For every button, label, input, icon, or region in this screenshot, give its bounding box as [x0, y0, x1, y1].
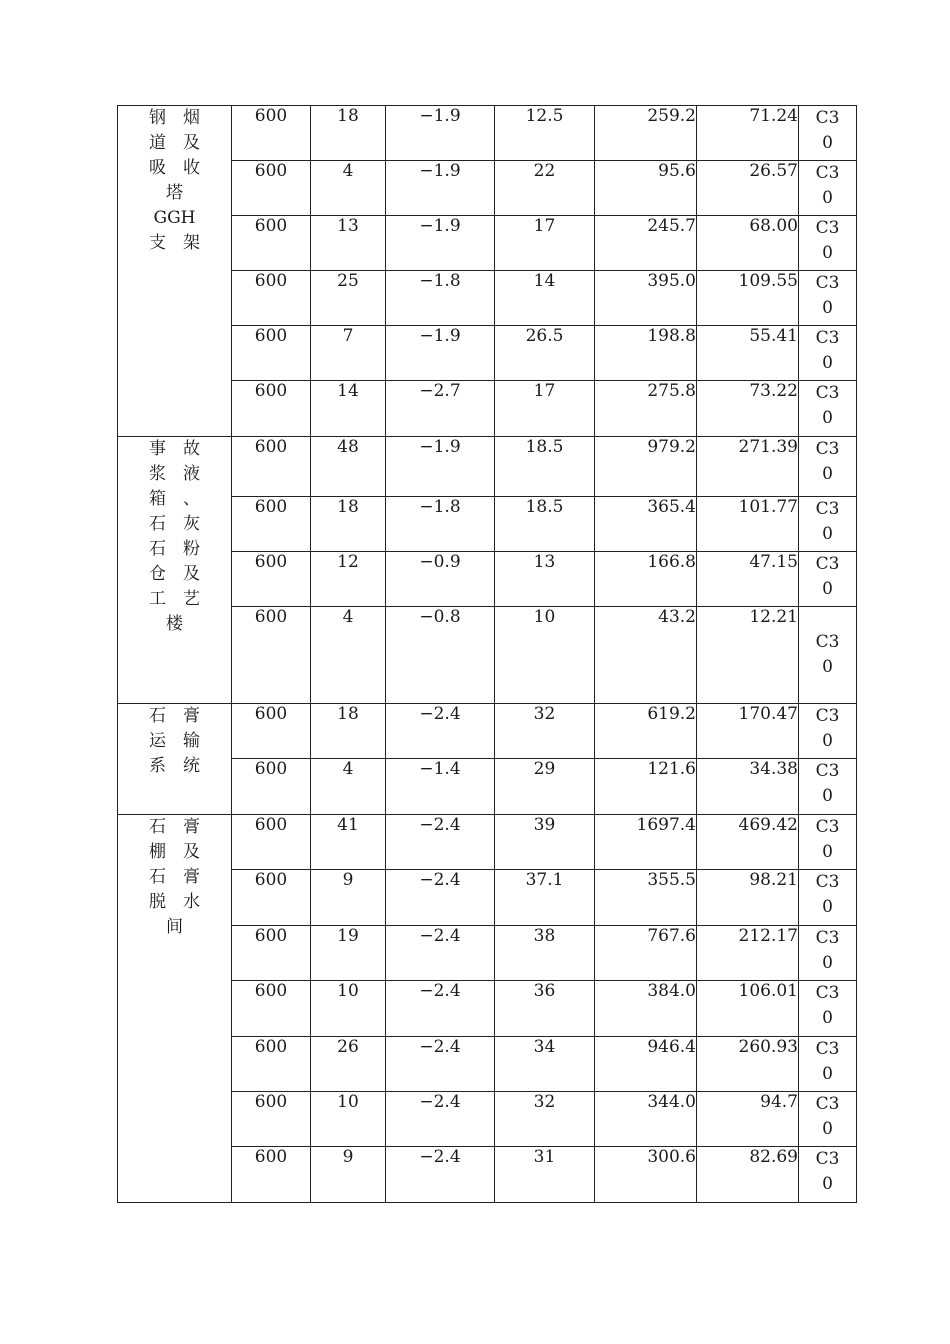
- col-volume: 946.4: [595, 1037, 697, 1092]
- grade-line: 0: [822, 188, 833, 208]
- col-quantity: 212.17: [697, 926, 799, 981]
- col-volume: 300.6: [595, 1147, 697, 1203]
- col-width: 600: [232, 271, 311, 326]
- col-concrete-grade: [799, 381, 857, 437]
- table-row: [118, 437, 857, 497]
- group-label: [118, 437, 232, 704]
- col-concrete-grade: [799, 1147, 857, 1203]
- group-label-line: 系 统: [149, 756, 200, 776]
- grade-line: C3: [815, 273, 840, 293]
- col-depth: 29: [495, 759, 595, 815]
- col-width: 600: [232, 437, 311, 497]
- col-concrete-grade: [799, 815, 857, 870]
- col-width: 600: [232, 815, 311, 870]
- col-depth: 26.5: [495, 326, 595, 381]
- col-quantity: 101.77: [697, 497, 799, 552]
- col-volume: 166.8: [595, 552, 697, 607]
- group-label-line: 石 膏: [149, 817, 200, 837]
- grade-line: C3: [815, 1039, 840, 1059]
- col-elevation: −1.8: [386, 497, 495, 552]
- col-concrete-grade: [799, 759, 857, 815]
- col-concrete-grade: [799, 552, 857, 607]
- group-label-line: 仓 及: [149, 564, 200, 584]
- col-count: 19: [311, 926, 386, 981]
- group-label: [118, 704, 232, 815]
- col-depth: 12.5: [495, 106, 595, 161]
- col-quantity: 82.69: [697, 1147, 799, 1203]
- col-count: 12: [311, 552, 386, 607]
- col-concrete-grade: [799, 981, 857, 1037]
- grade-line: 0: [822, 1174, 833, 1194]
- col-elevation: −2.4: [386, 815, 495, 870]
- grade-line: C3: [815, 499, 840, 519]
- col-concrete-grade: [799, 497, 857, 552]
- col-depth: 13: [495, 552, 595, 607]
- col-depth: 32: [495, 704, 595, 759]
- grade-line: 0: [822, 408, 833, 428]
- col-quantity: 73.22: [697, 381, 799, 437]
- foundation-table: [117, 105, 857, 1203]
- group-label-line: 石 膏: [149, 867, 200, 887]
- col-volume: 355.5: [595, 870, 697, 926]
- group-label-line: 间: [166, 917, 183, 937]
- col-elevation: −1.9: [386, 161, 495, 216]
- col-quantity: 26.57: [697, 161, 799, 216]
- col-volume: 245.7: [595, 216, 697, 271]
- col-volume: 767.6: [595, 926, 697, 981]
- col-count: 10: [311, 981, 386, 1037]
- grade-line: C3: [815, 163, 840, 183]
- grade-line: C3: [815, 1094, 840, 1114]
- group-label-line: 吸 收: [149, 158, 200, 178]
- col-width: 600: [232, 607, 311, 704]
- col-quantity: 68.00: [697, 216, 799, 271]
- col-width: 600: [232, 981, 311, 1037]
- col-depth: 32: [495, 1092, 595, 1147]
- col-volume: 344.0: [595, 1092, 697, 1147]
- col-count: 10: [311, 1092, 386, 1147]
- col-volume: 979.2: [595, 437, 697, 497]
- col-concrete-grade: [799, 271, 857, 326]
- group-label-line: 塔: [166, 183, 183, 203]
- group-label-line: 事 故: [149, 439, 200, 459]
- col-depth: 14: [495, 271, 595, 326]
- col-count: 4: [311, 161, 386, 216]
- col-count: 7: [311, 326, 386, 381]
- col-width: 600: [232, 326, 311, 381]
- col-volume: 365.4: [595, 497, 697, 552]
- col-count: 26: [311, 1037, 386, 1092]
- table-row: [118, 106, 857, 161]
- col-elevation: −1.9: [386, 326, 495, 381]
- col-volume: 198.8: [595, 326, 697, 381]
- grade-line: 0: [822, 524, 833, 544]
- col-depth: 10: [495, 607, 595, 704]
- col-count: 25: [311, 271, 386, 326]
- grade-line: 0: [822, 243, 833, 263]
- col-elevation: −2.4: [386, 1147, 495, 1203]
- col-depth: 22: [495, 161, 595, 216]
- grade-line: C3: [815, 706, 840, 726]
- grade-line: 0: [822, 298, 833, 318]
- col-count: 18: [311, 106, 386, 161]
- grade-line: C3: [815, 554, 840, 574]
- col-volume: 95.6: [595, 161, 697, 216]
- col-volume: 395.0: [595, 271, 697, 326]
- col-depth: 34: [495, 1037, 595, 1092]
- col-depth: 18.5: [495, 497, 595, 552]
- col-elevation: −2.7: [386, 381, 495, 437]
- col-volume: 1697.4: [595, 815, 697, 870]
- col-elevation: −2.4: [386, 870, 495, 926]
- col-concrete-grade: [799, 437, 857, 497]
- col-volume: 619.2: [595, 704, 697, 759]
- grade-line: C3: [815, 328, 840, 348]
- grade-line: C3: [815, 439, 840, 459]
- col-concrete-grade: [799, 607, 857, 704]
- grade-line: C3: [815, 761, 840, 781]
- col-count: 14: [311, 381, 386, 437]
- group-label-line: 棚 及: [149, 842, 200, 862]
- col-volume: 275.8: [595, 381, 697, 437]
- col-elevation: −1.8: [386, 271, 495, 326]
- group-label: [118, 815, 232, 1203]
- col-elevation: −1.9: [386, 216, 495, 271]
- col-elevation: −2.4: [386, 704, 495, 759]
- col-width: 600: [232, 1147, 311, 1203]
- col-concrete-grade: [799, 1037, 857, 1092]
- grade-line: 0: [822, 1064, 833, 1084]
- col-concrete-grade: [799, 326, 857, 381]
- col-count: 9: [311, 1147, 386, 1203]
- group-label-line: 道 及: [149, 133, 200, 153]
- col-elevation: −1.9: [386, 106, 495, 161]
- col-quantity: 34.38: [697, 759, 799, 815]
- group-label-line: 楼: [166, 614, 183, 634]
- table-row: [118, 815, 857, 870]
- col-width: 600: [232, 1092, 311, 1147]
- col-volume: 121.6: [595, 759, 697, 815]
- col-quantity: 71.24: [697, 106, 799, 161]
- grade-line: 0: [822, 1008, 833, 1028]
- col-concrete-grade: [799, 926, 857, 981]
- col-depth: 38: [495, 926, 595, 981]
- col-depth: 37.1: [495, 870, 595, 926]
- col-count: 13: [311, 216, 386, 271]
- group-label-line: 石 灰: [149, 514, 200, 534]
- col-concrete-grade: [799, 106, 857, 161]
- grade-line: 0: [822, 657, 833, 677]
- col-quantity: 12.21: [697, 607, 799, 704]
- grade-line: 0: [822, 953, 833, 973]
- grade-line: C3: [815, 817, 840, 837]
- grade-line: C3: [815, 632, 840, 652]
- grade-line: C3: [815, 108, 840, 128]
- col-volume: 259.2: [595, 106, 697, 161]
- col-elevation: −0.9: [386, 552, 495, 607]
- table-row: [118, 704, 857, 759]
- col-count: 41: [311, 815, 386, 870]
- col-quantity: 94.7: [697, 1092, 799, 1147]
- group-label-line: 石 粉: [149, 539, 200, 559]
- col-width: 600: [232, 216, 311, 271]
- col-elevation: −2.4: [386, 981, 495, 1037]
- grade-line: 0: [822, 731, 833, 751]
- col-concrete-grade: [799, 704, 857, 759]
- col-elevation: −0.8: [386, 607, 495, 704]
- col-quantity: 170.47: [697, 704, 799, 759]
- col-quantity: 55.41: [697, 326, 799, 381]
- grade-line: 0: [822, 579, 833, 599]
- grade-line: 0: [822, 786, 833, 806]
- col-quantity: 98.21: [697, 870, 799, 926]
- col-quantity: 47.15: [697, 552, 799, 607]
- col-quantity: 271.39: [697, 437, 799, 497]
- grade-line: 0: [822, 842, 833, 862]
- col-quantity: 469.42: [697, 815, 799, 870]
- col-count: 18: [311, 497, 386, 552]
- col-concrete-grade: [799, 1092, 857, 1147]
- col-depth: 17: [495, 216, 595, 271]
- grade-line: 0: [822, 1119, 833, 1139]
- group-label-line: 支 架: [149, 233, 200, 253]
- grade-line: 0: [822, 897, 833, 917]
- col-depth: 18.5: [495, 437, 595, 497]
- col-elevation: −1.9: [386, 437, 495, 497]
- grade-line: 0: [822, 353, 833, 373]
- col-quantity: 260.93: [697, 1037, 799, 1092]
- col-volume: 384.0: [595, 981, 697, 1037]
- group-label-line: 石 膏: [149, 706, 200, 726]
- col-elevation: −1.4: [386, 759, 495, 815]
- col-concrete-grade: [799, 870, 857, 926]
- col-width: 600: [232, 759, 311, 815]
- col-quantity: 109.55: [697, 271, 799, 326]
- col-width: 600: [232, 497, 311, 552]
- col-width: 600: [232, 926, 311, 981]
- grade-line: C3: [815, 983, 840, 1003]
- col-concrete-grade: [799, 161, 857, 216]
- col-count: 9: [311, 870, 386, 926]
- col-width: 600: [232, 161, 311, 216]
- col-elevation: −2.4: [386, 926, 495, 981]
- col-concrete-grade: [799, 216, 857, 271]
- group-label-line: 钢 烟: [149, 108, 200, 128]
- col-quantity: 106.01: [697, 981, 799, 1037]
- col-width: 600: [232, 1037, 311, 1092]
- col-elevation: −2.4: [386, 1037, 495, 1092]
- group-label-line: 箱 、: [149, 489, 200, 509]
- group-label-line: 运 输: [149, 731, 200, 751]
- col-width: 600: [232, 106, 311, 161]
- col-width: 600: [232, 704, 311, 759]
- grade-line: C3: [815, 1149, 840, 1169]
- col-width: 600: [232, 870, 311, 926]
- grade-line: C3: [815, 872, 840, 892]
- col-count: 4: [311, 607, 386, 704]
- grade-line: 0: [822, 133, 833, 153]
- col-depth: 17: [495, 381, 595, 437]
- col-depth: 39: [495, 815, 595, 870]
- col-depth: 36: [495, 981, 595, 1037]
- grade-line: 0: [822, 464, 833, 484]
- col-width: 600: [232, 381, 311, 437]
- col-elevation: −2.4: [386, 1092, 495, 1147]
- group-label-line: 脱 水: [149, 892, 200, 912]
- grade-line: C3: [815, 218, 840, 238]
- grade-line: C3: [815, 928, 840, 948]
- col-count: 48: [311, 437, 386, 497]
- group-label: [118, 106, 232, 437]
- group-label-line: 浆 液: [149, 464, 200, 484]
- col-depth: 31: [495, 1147, 595, 1203]
- group-label-line: GGH: [153, 208, 196, 228]
- col-count: 4: [311, 759, 386, 815]
- grade-line: C3: [815, 383, 840, 403]
- col-width: 600: [232, 552, 311, 607]
- col-volume: 43.2: [595, 607, 697, 704]
- group-label-line: 工 艺: [149, 589, 200, 609]
- col-count: 18: [311, 704, 386, 759]
